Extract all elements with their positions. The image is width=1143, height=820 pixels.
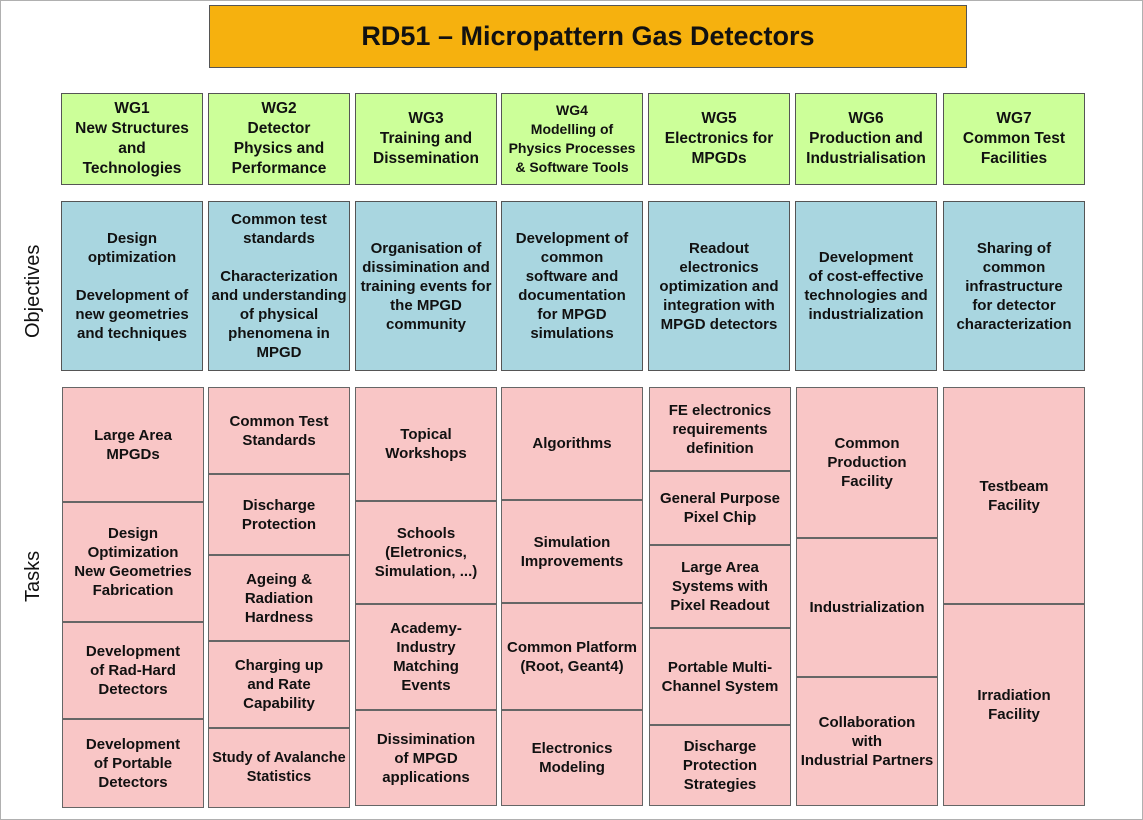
wg6-task	[796, 677, 938, 806]
wg1-objective	[61, 201, 203, 371]
wg4-header	[501, 93, 643, 185]
wg5-objective	[648, 201, 790, 371]
wg5-task	[649, 545, 791, 628]
wg4-objective	[501, 201, 643, 371]
wg4-objective-text: Development of common software and documentation for MPGD simulations	[515, 230, 629, 342]
wg2-task-text: Discharge Protection	[241, 496, 317, 533]
wg6-header	[795, 93, 937, 185]
wg2-objective-text: Common test standards Characterization and understanding of physical phenomena in MPGD	[211, 211, 347, 361]
wg4-task-text: Algorithms	[532, 435, 612, 452]
diagram-title	[209, 5, 967, 68]
wg6-objective-text: Development of cost-effective technologies and industrialization	[804, 249, 928, 323]
wg5-task-text: FE electronics requirements definition	[668, 401, 772, 457]
wg7-task	[943, 604, 1085, 806]
objectives-side-label: Objectives	[22, 244, 44, 338]
wg2-task	[208, 387, 350, 474]
wg7-objective-text: Sharing of common infrastructure for detector characterization	[956, 239, 1072, 333]
wg5-header	[648, 93, 790, 185]
tasks-side-label: Tasks	[22, 550, 44, 602]
wg1-task-text: Large Area MPGDs	[94, 426, 172, 463]
wg3-task	[355, 604, 497, 710]
wg6-label: WG6 Production and Industrialisation	[806, 110, 926, 167]
wg5-objective-text: Readout electronics optimization and integration with MPGD detectors	[659, 239, 779, 333]
wg2-label: WG2 Detector Physics and Performance	[231, 100, 327, 177]
wg3-objective	[355, 201, 497, 371]
wg7-objective	[943, 201, 1085, 371]
wg1-task	[62, 387, 204, 502]
wg3-task	[355, 501, 497, 604]
wg5-task-text: Large Area Systems with Pixel Readout	[670, 559, 770, 614]
wg1-task-text: Development of Rad-Hard Detectors	[85, 643, 181, 698]
title-text: RD51 – Micropattern Gas Detectors	[361, 21, 815, 51]
wg6-objective	[795, 201, 937, 371]
wg3-task-text: Academy- Industry Matching Events	[390, 620, 462, 694]
wg4-task	[501, 500, 643, 603]
wg4-task	[501, 710, 643, 806]
wg3-header	[355, 93, 497, 185]
wg1-task	[62, 719, 204, 808]
wg3-task-text: Dissimination of MPGD applications	[376, 730, 476, 786]
wg2-task-text: Charging up and Rate Capability	[234, 657, 324, 712]
wg3-objective-text: Organisation of dissimination and training events for the MPGD community	[360, 239, 492, 333]
wg1-task-text: Design Optimization New Geometries Fabrication	[74, 525, 192, 599]
wg4-task-text: Common Platform (Root, Geant4)	[506, 638, 637, 675]
wg1-task	[62, 502, 204, 622]
wg3-task-text: Schools (Eletronics, Simulation, ...)	[374, 525, 478, 580]
wg6-task-text: Collaboration with Industrial Partners	[800, 714, 934, 769]
wg3-task-text: Topical Workshops	[385, 426, 467, 462]
wg2-task-text: Ageing & Radiation Hardness	[244, 570, 314, 626]
wg7-task	[943, 387, 1085, 604]
wg4-task-text: Simulation Improvements	[520, 533, 624, 570]
wg2-task-text: Study of Avalanche Statistics	[212, 750, 346, 785]
wg4-task	[501, 603, 643, 710]
wg3-task	[355, 710, 497, 806]
wg6-task	[796, 538, 938, 677]
wg5-task	[649, 471, 791, 545]
wg6-task-text: Industrialization	[809, 599, 925, 616]
wg7-label: WG7 Common Test Facilities	[962, 110, 1066, 167]
wg2-task	[208, 728, 350, 808]
wg2-task	[208, 641, 350, 728]
wg3-label: WG3 Training and Dissemination	[373, 110, 479, 167]
wg1-task	[62, 622, 204, 719]
wg3-task	[355, 387, 497, 501]
wg5-task	[649, 725, 791, 806]
wg7-task-text: Irradiation Facility	[977, 687, 1051, 723]
wg2-task	[208, 474, 350, 555]
wg4-task-text: Electronics Modeling	[531, 740, 613, 776]
wg1-header	[61, 93, 203, 185]
wg5-label: WG5 Electronics for MPGDs	[664, 110, 774, 167]
wg5-task	[649, 387, 791, 471]
wg1-label: WG1 New Structures and Technologies	[75, 100, 189, 177]
wg5-task	[649, 628, 791, 725]
wg4-label: WG4 Modelling of Physics Processes & Software Tools	[508, 102, 636, 175]
wg5-task-text: Discharge Protection Strategies	[682, 738, 758, 793]
wg5-task-text: Portable Multi- Channel System	[661, 658, 779, 695]
wg2-task	[208, 555, 350, 641]
wg5-task-text: General Purpose Pixel Chip	[659, 490, 781, 526]
wg7-header	[943, 93, 1085, 185]
wg2-objective	[208, 201, 350, 371]
wg1-task-text: Development of Portable Detectors	[85, 736, 181, 791]
wg6-task-text: Common Production Facility	[827, 435, 907, 490]
wg4-task	[501, 387, 643, 500]
wg2-task-text: Common Test Standards	[229, 412, 329, 449]
wg7-task-text: Testbeam Facility	[979, 477, 1049, 514]
wg6-task	[796, 387, 938, 538]
wg2-header	[208, 93, 350, 185]
wg1-objective-text: Design optimization Development of new geometries and techniques	[75, 230, 189, 342]
